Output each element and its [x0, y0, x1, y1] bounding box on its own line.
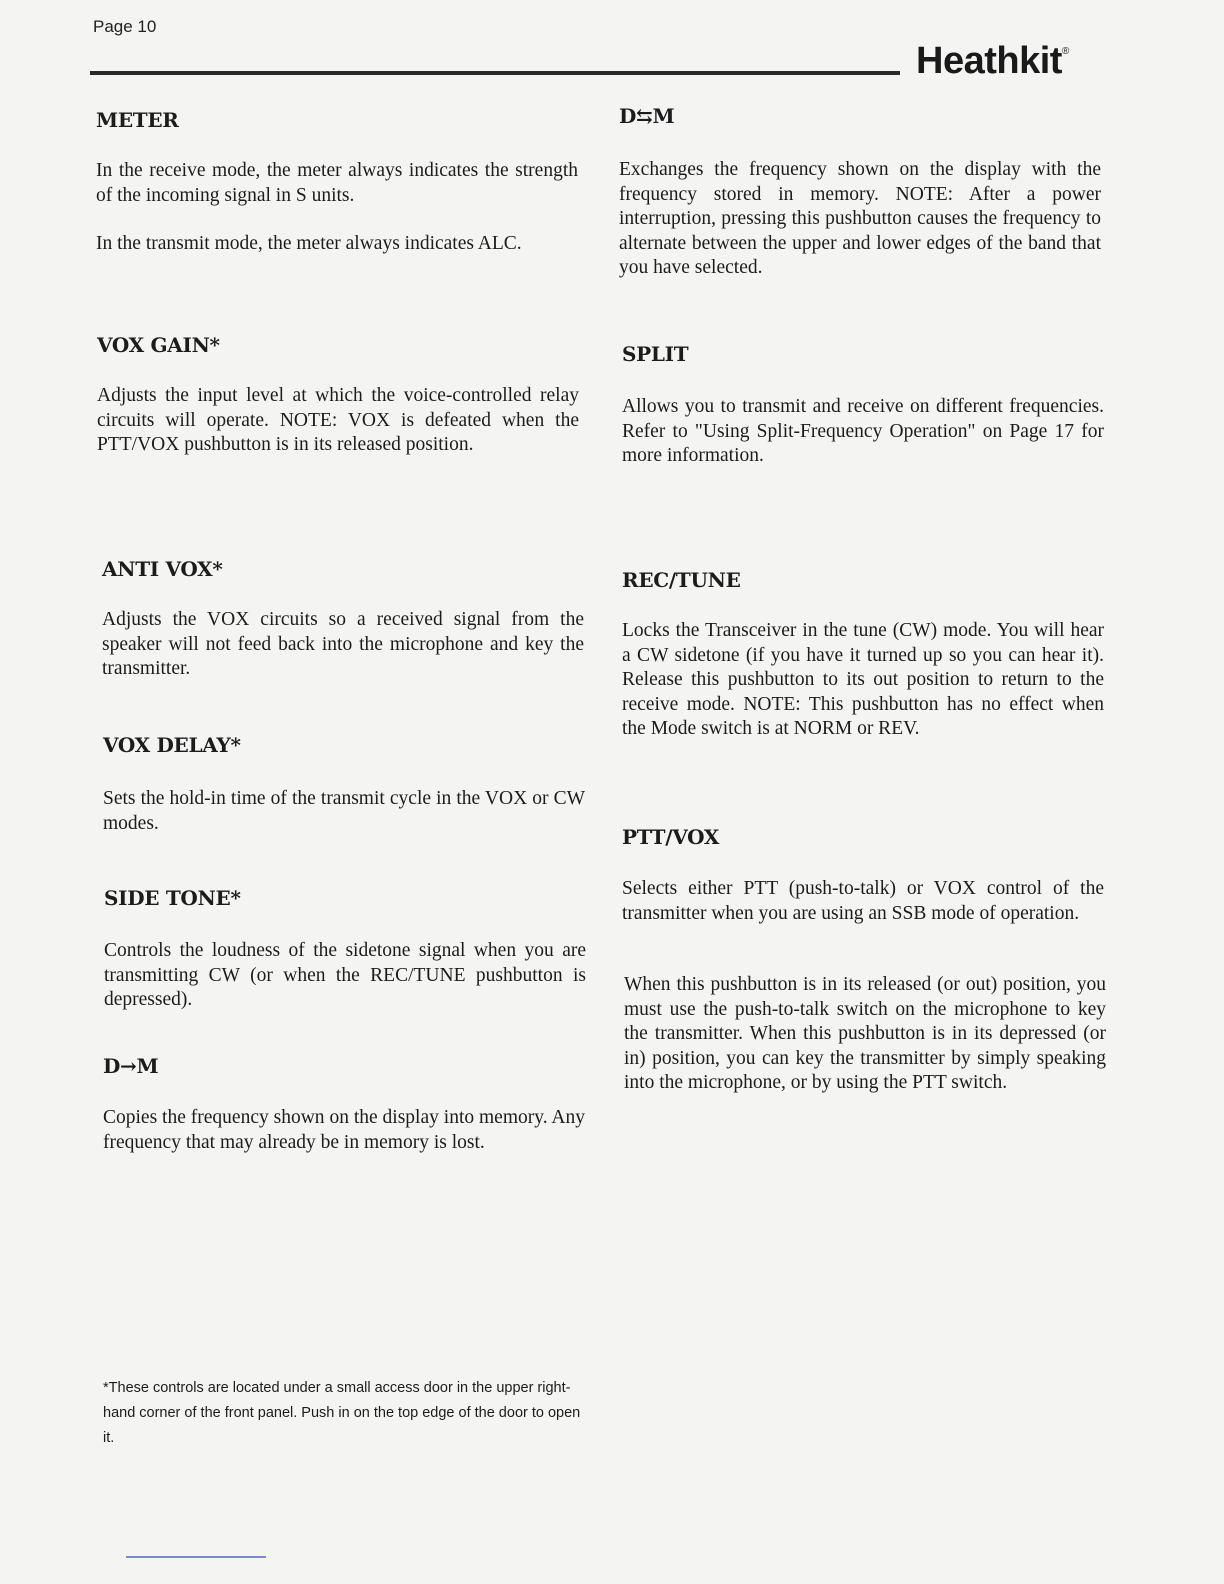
meter-heading: METER: [96, 108, 179, 132]
split-paragraph: Allows you to transmit and receive on different frequencies. Refer to "Using Split-Frequency Operation" on Page 17 for more information.: [622, 396, 1104, 466]
brand-name: Heathkit: [916, 40, 1062, 82]
split-heading: SPLIT: [622, 342, 689, 366]
vox-gain-paragraph: Adjusts the input level at which the voice-controlled relay circuits will operate. NOTE: VOX is defeated when the PTT/VOX pushbutton is in its released position.: [97, 385, 579, 455]
rec-tune-paragraph: Locks the Transceiver in the tune (CW) mode. You will hear a CW sidetone (if you have it turned up so you can hear it). Release this pushbutton to its out position to return to the receive mode. NOTE: This pushbutton has no effect when the Mode switch is at NORM or REV.: [622, 620, 1104, 739]
footnote: *These controls are located under a small access door in the upper right-hand corner of the front panel. Push in on the top edge of the door to open it.: [103, 1380, 581, 1446]
ptt-vox-paragraph-2: When this pushbutton is in its released (or out) position, you must use the push-to-talk switch on the microphone to key the transmitter. When this pushbutton is in its depressed (or in) position, you can key the transmitter by simply speaking into the microphone, or by using the PTT switch.: [624, 974, 1106, 1093]
header-rule: [90, 71, 900, 75]
bottom-rule: [126, 1556, 266, 1558]
d-exchange-m-paragraph: Exchanges the frequency shown on the display with the frequency stored in memory. NOTE: After a power interruption, pressing this pushbutton causes the frequency to alternate between the upper and lower edges of the band that you have selected.: [619, 159, 1101, 278]
anti-vox-heading: ANTI VOX*: [102, 557, 223, 581]
vox-delay-paragraph: Sets the hold-in time of the transmit cycle in the VOX or CW modes.: [103, 788, 585, 834]
d-to-m-heading: D→M: [103, 1054, 159, 1078]
vox-gain-heading: VOX GAIN*: [97, 333, 220, 357]
anti-vox-paragraph: Adjusts the VOX circuits so a received signal from the speaker will not feed back into the microphone and key the transmitter.: [102, 609, 584, 679]
page-number: Page 10: [93, 17, 157, 36]
side-tone-heading: SIDE TONE*: [104, 886, 241, 910]
brand-logo: [916, 40, 1069, 83]
rec-tune-heading: REC/TUNE: [622, 568, 741, 592]
d-to-m-paragraph: Copies the frequency shown on the display into memory. Any frequency that may already be in memory is lost.: [103, 1107, 585, 1153]
registered-mark: ®: [1061, 46, 1069, 57]
d-exchange-m-heading: D⇆M: [619, 104, 675, 128]
ptt-vox-heading: PTT/VOX: [622, 825, 720, 849]
meter-paragraph-2: In the transmit mode, the meter always indicates ALC.: [96, 233, 522, 254]
side-tone-paragraph: Controls the loudness of the sidetone signal when you are transmitting CW (or when the REC/TUNE pushbutton is depressed).: [104, 940, 586, 1010]
ptt-vox-paragraph-1: Selects either PTT (push-to-talk) or VOX control of the transmitter when you are using an SSB mode of operation.: [622, 878, 1104, 924]
vox-delay-heading: VOX DELAY*: [103, 733, 241, 757]
meter-paragraph-1: In the receive mode, the meter always indicates the strength of the incoming signal in S units.: [96, 160, 578, 206]
